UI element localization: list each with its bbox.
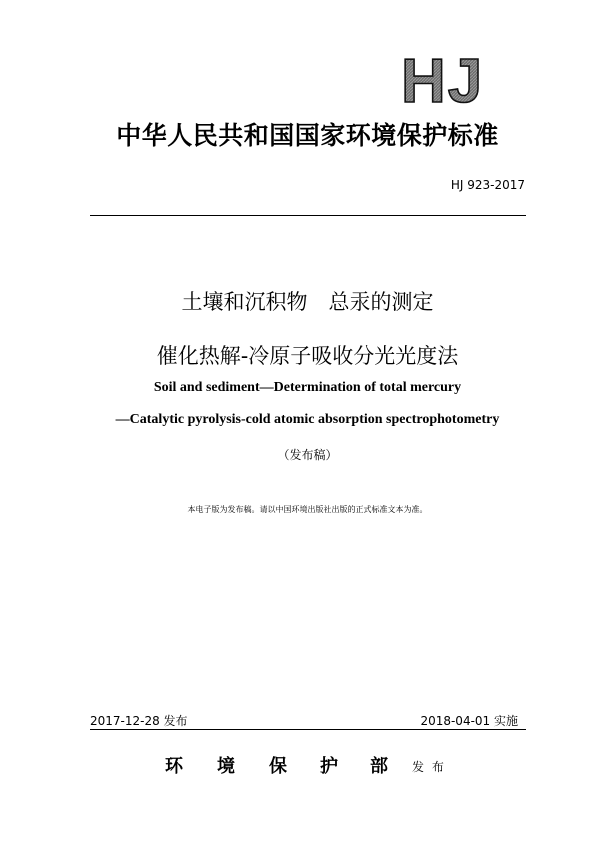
publisher-char: 部 bbox=[370, 756, 388, 777]
english-title-line-1: Soil and sediment—Determination of total mercury bbox=[153, 380, 462, 395]
logo-letters: HJ bbox=[401, 48, 485, 108]
publish-label: 发 布 bbox=[412, 760, 446, 774]
hj-logo bbox=[398, 48, 510, 108]
chinese-title-line-1: 土壤和沉积物 总汞的测定 bbox=[181, 290, 434, 314]
top-divider bbox=[90, 215, 526, 216]
publisher-char: 境 bbox=[217, 756, 235, 777]
bottom-divider bbox=[90, 729, 526, 730]
english-title-line-2: —Catalytic pyrolysis-cold atomic absorption spectrophotometry bbox=[115, 412, 500, 427]
draft-status-note: （发布稿） bbox=[277, 448, 338, 462]
chinese-title-line-2: 催化热解-冷原子吸收分光光度法 bbox=[156, 344, 459, 368]
publisher-char: 环 bbox=[165, 756, 183, 777]
publisher-char: 护 bbox=[320, 756, 338, 777]
organization-title: 中华人民共和国国家环境保护标准 bbox=[116, 121, 499, 150]
issue-date: 2017-12-28 发布 bbox=[90, 714, 188, 728]
implementation-date: 2018-04-01 实施 bbox=[420, 714, 518, 728]
electronic-version-notice: 本电子版为发布稿。请以中国环境出版社出版的正式标准文本为准。 bbox=[187, 505, 428, 514]
publisher-char: 保 bbox=[269, 756, 287, 777]
standard-number: HJ 923-2017 bbox=[450, 178, 525, 192]
